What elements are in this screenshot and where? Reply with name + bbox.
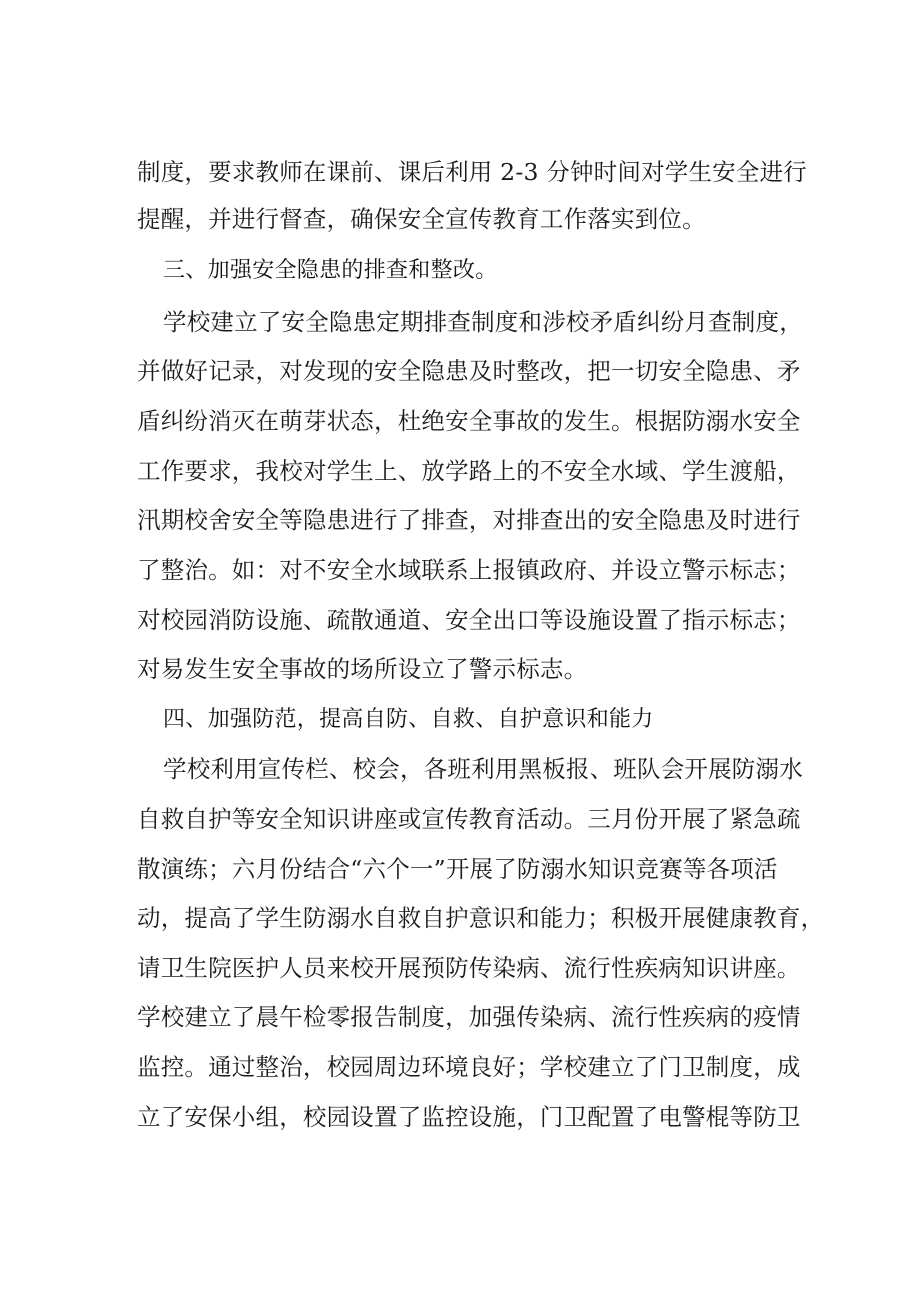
body-text-line: 请卫生院医护人员来校开展预防传染病、流行性疾病知识讲座。: [137, 954, 801, 982]
body-text-line: 散演练；六月份结合“六个一”开展了防溺水知识竞赛等各项活: [137, 855, 778, 883]
body-text-line: 自救自护等安全知识讲座或宣传教育活动。三月份开展了紧急疏: [137, 805, 801, 833]
body-text-line: 对校园消防设施、疏散通道、安全出口等设施设置了指示标志；: [137, 606, 801, 634]
section-heading-4: 四、加强防范，提高自防、自救、自护意识和能力: [163, 707, 654, 732]
section-heading-3: 三、加强安全隐患的排查和整改。: [163, 258, 498, 283]
body-text-line: 提醒，并进行督查，确保安全宣传教育工作落实到位。: [137, 205, 706, 233]
body-text-line: 制度，要求教师在课前、课后利用 2-3 分钟时间对学生安全进行: [137, 158, 807, 186]
body-text-line: 汛期校舍安全等隐患进行了排查，对排查出的安全隐患及时进行: [137, 506, 801, 534]
body-text-line: 学校建立了晨午检零报告制度，加强传染病、流行性疾病的疫情: [137, 1003, 801, 1031]
body-text-line: 动，提高了学生防溺水自救自护意识和能力；积极开展健康教育，: [137, 904, 825, 932]
body-text-line: 工作要求，我校对学生上、放学路上的不安全水域、学生渡船，: [137, 457, 801, 485]
body-text-line: 立了安保小组，校园设置了监控设施，门卫配置了电警棍等防卫: [137, 1103, 801, 1131]
body-text-line: 学校利用宣传栏、校会，各班利用黑板报、班队会开展防溺水: [163, 755, 803, 783]
body-text-line: 对易发生安全事故的场所设立了警示标志。: [137, 655, 588, 683]
body-text-line: 学校建立了安全隐患定期排查制度和涉校矛盾纠纷月查制度，: [163, 308, 803, 336]
body-text-line: 了整治。如：对不安全水域联系上报镇政府、并设立警示标志；: [137, 556, 801, 584]
body-text-line: 盾纠纷消灭在萌芽状态，杜绝安全事故的发生。根据防溺水安全: [137, 407, 801, 435]
body-text-line: 并做好记录，对发现的安全隐患及时整改，把一切安全隐患、矛: [137, 357, 801, 385]
body-text-line: 监控。通过整治，校园周边环境良好；学校建立了门卫制度，成: [137, 1053, 801, 1081]
